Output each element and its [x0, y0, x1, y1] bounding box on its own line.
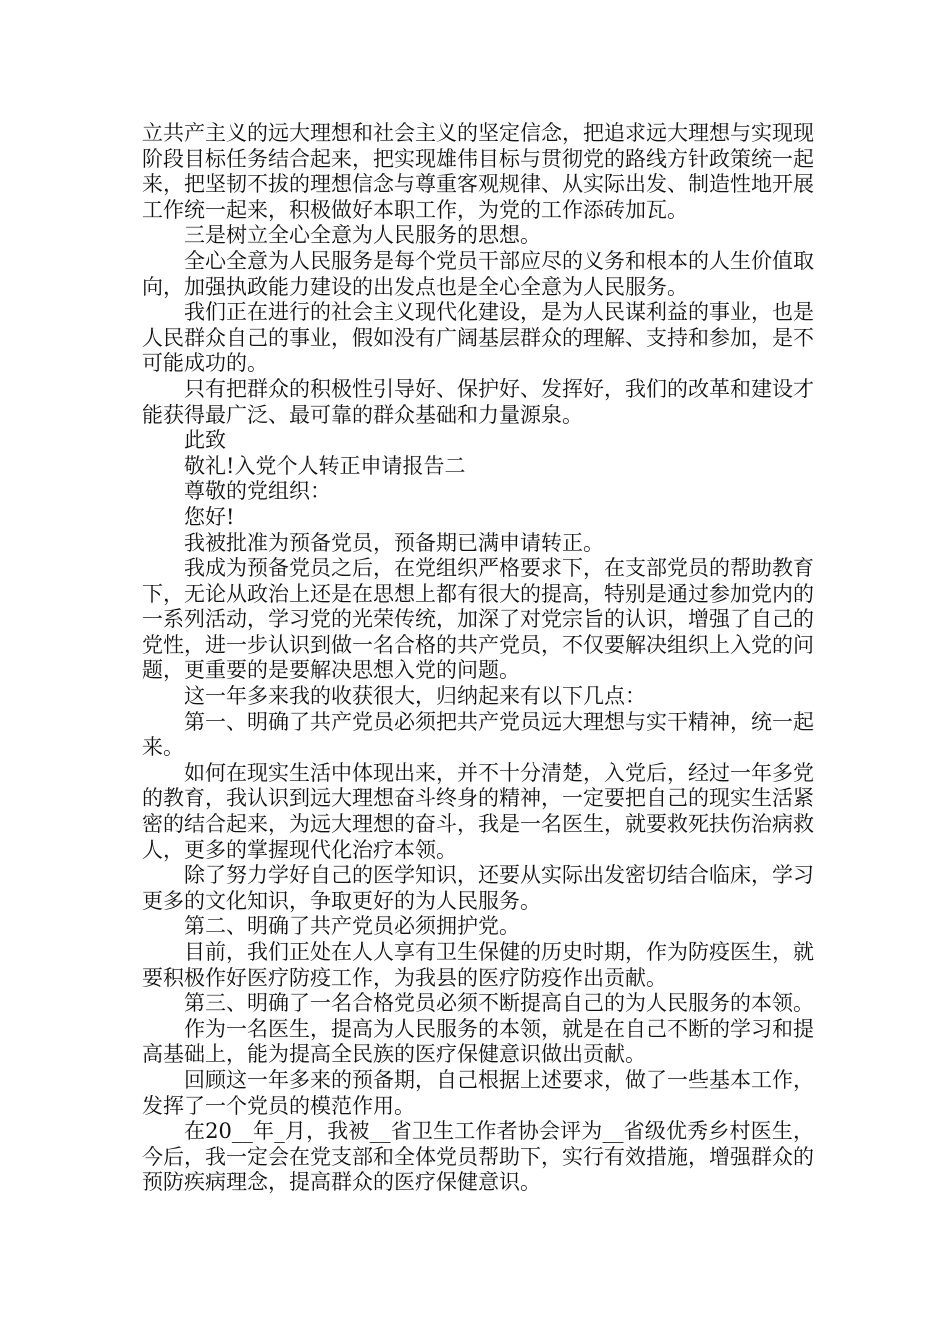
greeting: 您好!: [184, 504, 235, 529]
paragraph: 我们正在进行的社会主义现代化建设，是为人民谋利益的事业，也是人民群众自己的事业，假如没有广阔基层群众的理解、支持和参加，是不可能成功的。: [142, 300, 814, 376]
paragraph: 第三、明确了一名合格党员必须不断提高自己的为人民服务的本领。: [184, 991, 814, 1016]
letter-salutation: 尊敬的党组织：: [184, 479, 331, 504]
paragraph: 如何在现实生活中体现出来，并不十分清楚，入党后，经过一年多党的教育，我认识到远大理想奋斗终身的精神，一定要把自己的现实生活紧密的结合起来，为远大理想的奋斗，我是一名医生，就要救死扶伤治病救人，更多的掌握现代化治疗本领。: [142, 760, 814, 862]
paragraph: 在20__年_月，我被__省卫生工作者协会评为__省级优秀乡村医生，今后，我一定会在党支部和全体党员帮助下，实行有效措施，增强群众的预防疾病理念，提高群众的医疗保健意识。: [142, 1119, 814, 1195]
paragraph: 作为一名医生，提高为人民服务的本领，就是在自己不断的学习和提高基础上，能为提高全民族的医疗保健意识做出贡献。: [142, 1016, 814, 1067]
paragraph: 敬礼!入党个人转正申请报告二: [184, 453, 466, 478]
paragraph: 除了努力学好自己的医学知识，还要从实际出发密切结合临床，学习更多的文化知识，争取更好的为人民服务。: [142, 863, 814, 913]
document-body: [142, 121, 814, 1196]
paragraph: 第二、明确了共产党员必须拥护党。: [184, 914, 520, 939]
paragraph: 第一、明确了共产党员必须把共产党员远大理想与实干精神，统一起来。: [142, 709, 814, 760]
paragraph: 三是树立全心全意为人民服务的思想。: [184, 223, 541, 248]
closing-salutation: 此致: [184, 428, 226, 453]
paragraph: 全心全意为人民服务是每个党员干部应尽的义务和根本的人生价值取向，加强执政能力建设的出发点也是全心全意为人民服务。: [142, 248, 814, 299]
paragraph: 回顾这一年多来的预备期，自己根据上述要求，做了一些基本工作，发挥了一个党员的模范作用。: [142, 1067, 814, 1118]
paragraph: 我成为预备党员之后，在党组织严格要求下，在支部党员的帮助教育下，无论从政治上还是在思想上都有很大的提高，特别是通过参加党内的一系列活动，学习党的光荣传统，加深了对党宗旨的认识，增强了自己的党性，进一步认识到做一名合格的共产党员，不仅要解决组织上入党的问题，更重要的是要解决思想入党的问题。: [142, 556, 814, 683]
paragraph: 只有把群众的积极性引导好、保护好、发挥好，我们的改革和建设才能获得最广泛、最可靠的群众基础和力量源泉。: [142, 376, 814, 427]
paragraph: 这一年多来我的收获很大，归纳起来有以下几点：: [184, 684, 646, 709]
paragraph: 目前，我们正处在人人享有卫生保健的历史时期，作为防疫医生，就要积极作好医疗防疫工作，为我县的医疗防疫作出贡献。: [142, 940, 814, 990]
paragraph: 立共产主义的远大理想和社会主义的坚定信念，把追求远大理想与实现现阶段目标任务结合起来，把实现雄伟目标与贯彻党的路线方针政策统一起来，把坚韧不拔的理想信念与尊重客观规律、从实际出发、制造性地开展工作统一起来，积极做好本职工作，为党的工作添砖加瓦。: [142, 121, 814, 222]
paragraph: 我被批准为预备党员，预备期已满申请转正。: [184, 530, 604, 555]
